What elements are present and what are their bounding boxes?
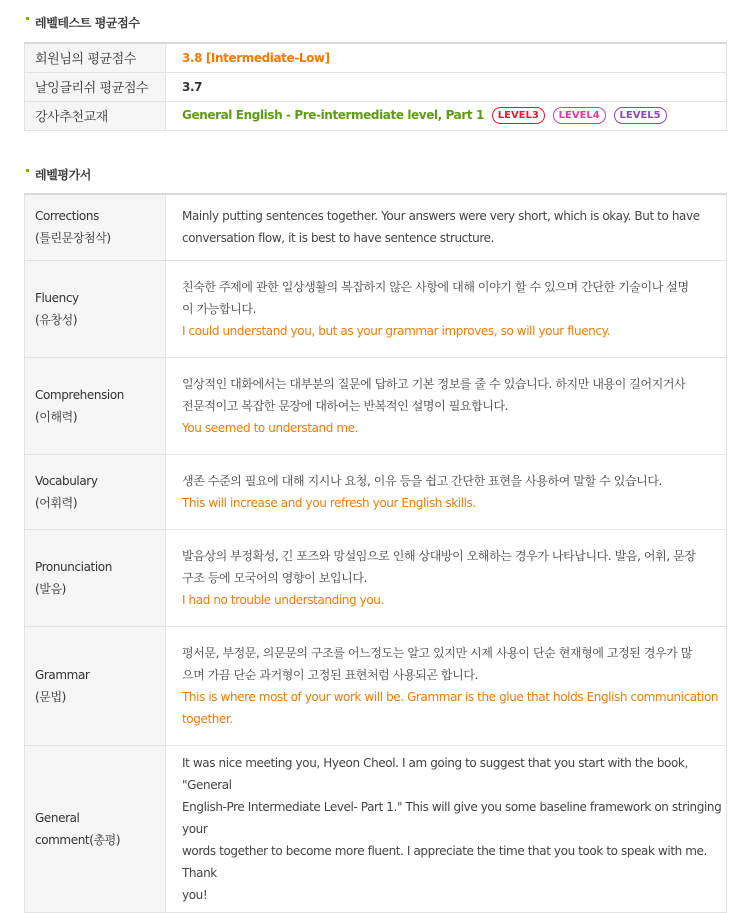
summary-section-title: 레벨테스트 평균점수 <box>26 14 140 31</box>
recommended-textbook-value: General English - Pre-intermediate level, Part 1 <box>182 108 484 122</box>
bullet-icon <box>26 169 29 172</box>
recommended-textbook-cell <box>166 101 727 130</box>
corrections-comment: Mainly putting sentences together. Your answers were very short, which is okay. But to have conversation flow, it is best to have sentence structure. <box>166 194 727 260</box>
level3-badge[interactable]: LEVEL3 <box>492 107 545 124</box>
table-row <box>25 626 727 745</box>
score-summary-table <box>24 42 727 131</box>
member-average-label: 회원님의 평균점수 <box>25 43 166 72</box>
vocabulary-comment: 생존 수준의 필요에 대해 지시나 요청, 이유 등을 쉽고 간단한 표현을 사용하여 말할 수 있습니다. This will increase and you refresh your English skills. <box>166 454 727 529</box>
fluency-label: Fluency (유창성) <box>25 260 166 357</box>
comprehension-label: Comprehension (이해력) <box>25 357 166 454</box>
evaluation-section-title: 레벨평가서 <box>26 166 91 183</box>
global-average-value: 3.7 <box>166 72 727 101</box>
table-row <box>25 745 727 912</box>
fluency-comment: 친숙한 주제에 관한 일상생활의 복잡하지 않은 사항에 대해 이야기 할 수 있으며 간단한 기술이나 설명 이 가능합니다. I could understand you, but as your grammar improves, so will your fluency. <box>166 260 727 357</box>
table-row <box>25 357 727 454</box>
comprehension-comment: 일상적인 대화에서는 대부분의 질문에 답하고 기본 정보를 줄 수 있습니다. 하지만 내용이 길어지거사 전문적이고 복잡한 문장에 대하여는 반복적인 설명이 필요합니다. You seemed to understand me. <box>166 357 727 454</box>
corrections-label: Corrections (틀린문장첨삭) <box>25 194 166 260</box>
recommended-textbook-label: 강사추천교재 <box>25 101 166 130</box>
table-row <box>25 454 727 529</box>
grammar-comment: 평서문, 부정문, 의문문의 구조를 어느정도는 알고 있지만 시제 사용이 단순 현재형에 고정된 경우가 많 으며 가끔 단순 과거형이 고정된 표현처럼 사용되곤 합니다. This is where most of your work will be. Grammar is the glue that holds English communication together. <box>166 626 727 745</box>
member-average-value: 3.8 [Intermediate-Low] <box>166 43 727 72</box>
level-evaluation-table <box>24 193 727 913</box>
table-row <box>25 43 727 72</box>
table-row <box>25 194 727 260</box>
grammar-label: Grammar (문법) <box>25 626 166 745</box>
table-row <box>25 529 727 626</box>
table-row <box>25 101 727 130</box>
general-comment: It was nice meeting you, Hyeon Cheol. I am going to suggest that you start with the book, "General English-Pre Intermediate Level- Part 1." This will give you some baseline framework on stringing your words together to become more fluent. I appreciate the time that you took to speak with me. Thank you! <box>166 745 727 912</box>
pronunciation-label: Pronunciation (발음) <box>25 529 166 626</box>
level5-badge[interactable]: LEVEL5 <box>614 107 667 124</box>
level4-badge[interactable]: LEVEL4 <box>553 107 606 124</box>
pronunciation-comment: 발음상의 부정확성, 긴 포즈와 망설임으로 인해 상대방이 오해하는 경우가 나타납니다. 발음, 어휘, 문장 구조 등에 모국어의 영향이 보입니다. I had no trouble understanding you. <box>166 529 727 626</box>
table-row <box>25 72 727 101</box>
bullet-icon <box>26 17 29 20</box>
table-row <box>25 260 727 357</box>
vocabulary-label: Vocabulary (어휘력) <box>25 454 166 529</box>
general-comment-label: General comment(총평) <box>25 745 166 912</box>
global-average-label: 날잉글리쉬 평균점수 <box>25 72 166 101</box>
